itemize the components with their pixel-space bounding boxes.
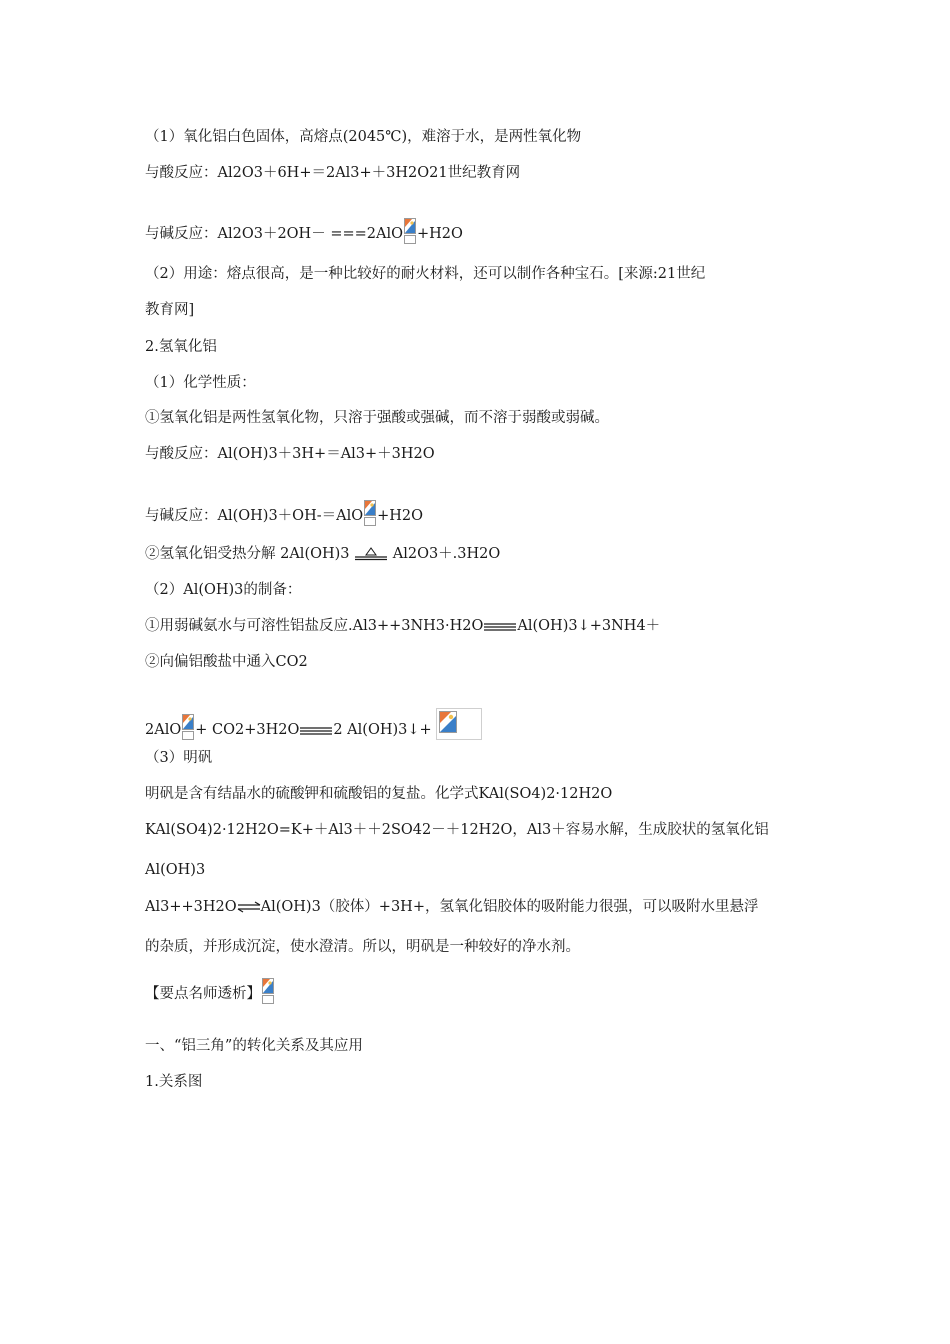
hydrolysis-conclusion: 的杂质，并形成沉淀，使水澄清。所以，明矾是一种较好的净水剂。 [145, 939, 580, 955]
alumina-acid-reaction: 与酸反应：Al2O3＋6H+＝2Al3+＋3H2O21世纪教育网 [145, 165, 521, 181]
alumina-properties: （1）氧化铝白色固体，高熔点(2045℃)，难溶于水，是两性氧化物 [145, 129, 582, 145]
alum-ionization-cont: Al(OH)3 [145, 862, 206, 878]
hydrolysis-reaction-right: Al(OH)3（胶体）+3H+，氢氧化铝胶体的吸附能力很强，可以吸附水里悬浮 [260, 899, 759, 915]
co2-reaction-part1: 2AlO [145, 722, 182, 738]
broken-image-icon [436, 708, 482, 740]
co2-reaction-part2: + CO2+3H2O [195, 722, 300, 738]
relation-diagram-heading: 1.关系图 [145, 1074, 203, 1090]
reversible-arrow-icon [237, 900, 261, 914]
alumina-base-reaction-left: 与碱反应：Al2O3＋2OH－ ===2AlO [145, 226, 403, 242]
alumina-uses-cont: 教育网] [145, 302, 195, 318]
hydrolysis-reaction [145, 897, 758, 917]
alum-definition: 明矾是含有结晶水的硫酸钾和硫酸铝的复盐。化学式KAl(SO4)2·12H2O [145, 786, 613, 802]
amphoteric-statement: ①氢氧化铝是两性氢氧化物，只溶于强酸或强碱，而不溶于弱酸或弱碱。 [145, 410, 609, 426]
alum-ionization: KAl(SO4)2·12H2O=K+＋Al3＋＋2SO42－＋12H2O，Al3＋容易水解，生成胶状的氢氧化铝 [145, 822, 769, 838]
delta-heat-icon [354, 547, 388, 561]
alum-heading: （3）明矾 [145, 750, 213, 766]
preparation-method-2: ②向偏铝酸盐中通入CO2 [145, 654, 308, 670]
hydroxide-base-reaction-right: +H2O [377, 508, 424, 524]
preparation-method-1-left: ①用弱碱氨水与可溶性铝盐反应.Al3++3NH3·H2O [145, 618, 484, 634]
broken-image-icon [404, 218, 416, 244]
subheading-chemical-properties: （1）化学性质： [145, 375, 256, 391]
thermal-decomposition-left: ②氢氧化铝受热分解 2Al(OH)3 [145, 546, 350, 562]
hydroxide-acid-reaction: 与酸反应：Al(OH)3＋3H+＝Al3+＋3H2O [145, 446, 435, 462]
co2-reaction [145, 708, 482, 740]
hydroxide-base-reaction [145, 500, 423, 526]
aluminum-triangle-heading: 一、“铝三角”的转化关系及其应用 [145, 1038, 363, 1054]
thermal-decomposition [145, 544, 500, 564]
alumina-uses: （2）用途：熔点很高，是一种比较好的耐火材料，还可以制作各种宝石。[来源:21世纪 [145, 266, 706, 282]
preparation-method-1-right: Al(OH)3↓+3NH4＋ [517, 618, 661, 634]
broken-image-icon [364, 500, 376, 526]
thermal-decomposition-right: Al2O3＋.3H2O [392, 546, 501, 562]
co2-reaction-part3: 2 Al(OH)3↓+ [333, 722, 432, 738]
long-equals-icon [483, 619, 517, 633]
key-points-heading-text: 【要点名师透析】 [145, 986, 261, 1002]
section-heading-aluminum-hydroxide: 2.氢氧化铝 [145, 339, 217, 355]
preparation-heading: （2）Al(OH)3的制备： [145, 582, 302, 598]
hydroxide-base-reaction-left: 与碱反应：Al(OH)3＋OH-＝AlO [145, 508, 364, 524]
long-equals-icon [299, 723, 333, 737]
alumina-base-reaction-right: +H2O [416, 226, 463, 242]
key-points-heading [145, 978, 275, 1004]
preparation-method-1 [145, 616, 660, 636]
broken-image-icon [182, 714, 194, 740]
hydrolysis-reaction-left: Al3++3H2O [145, 899, 237, 915]
broken-image-icon [262, 978, 274, 1004]
alumina-base-reaction [145, 218, 463, 244]
